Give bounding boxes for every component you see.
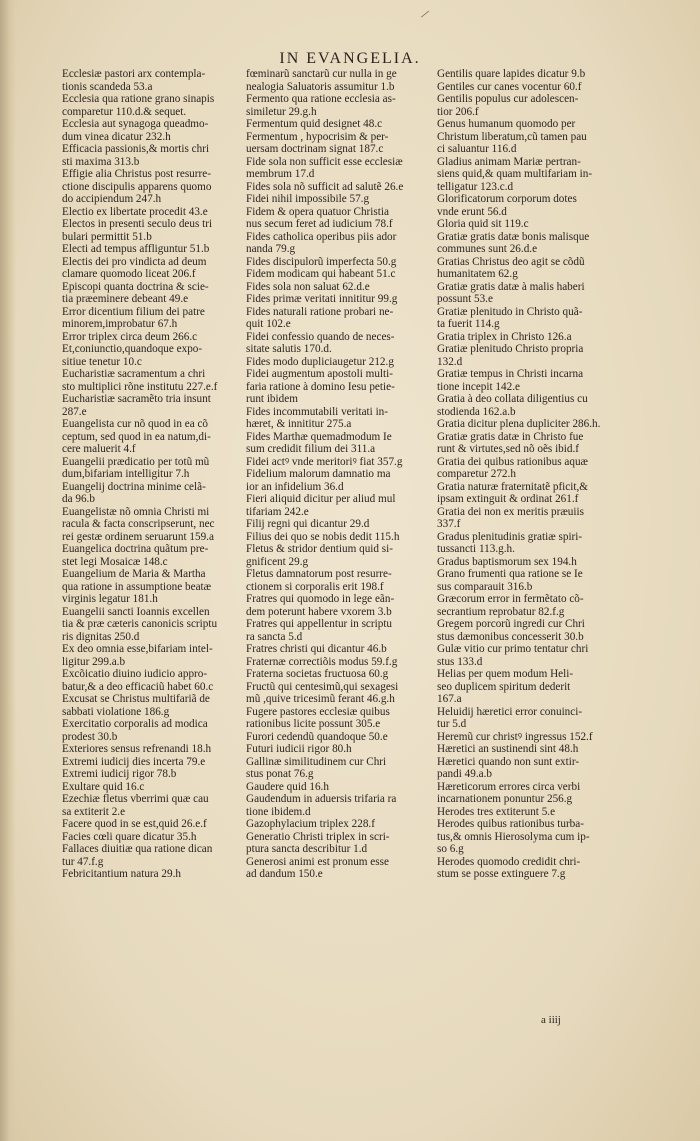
index-entry-line: hæret, & innititur 275.a xyxy=(246,418,352,430)
index-entry-line: Fides catholica operibus piis ador xyxy=(246,230,397,243)
index-entry-line: racula & facta conscripserunt, nec xyxy=(62,518,215,530)
index-entry-line: ceptum, sed quod in ea natum,di- xyxy=(62,430,211,443)
index-entry-line: runt & virtutes,sed nõ oẽs ibid.f xyxy=(437,443,580,455)
index-entry-line: Fraterna societas fructuosa 60.g xyxy=(246,668,389,680)
index-entry-line: Fletus damnatorum post resurre- xyxy=(246,568,392,580)
index-entry-line: bulari permittit 51.b xyxy=(62,230,152,243)
index-entry-line: Euangelii sancti Ioannis excellen xyxy=(62,605,210,618)
index-entry-line: sto multiplici rõne institutu 227.e.f xyxy=(62,380,218,393)
index-entry-line: Fides sola non saluat 62.d.e xyxy=(246,280,370,293)
index-entry-line: Fides sola nõ sufficit ad salutẽ 26.e xyxy=(246,180,404,193)
index-entry-line: 132.d xyxy=(437,355,463,368)
index-entry-line: Euangelium de Maria & Martha xyxy=(62,568,206,580)
index-entry-line: Euangelii prædicatio per totũ mũ xyxy=(62,455,210,468)
index-entry-line: quit 102.e xyxy=(246,318,291,330)
index-entry-line: Excõicatio diuino iudicio appro- xyxy=(62,668,208,680)
index-column-3 xyxy=(437,68,657,881)
binding-gutter xyxy=(0,0,16,1141)
index-entry-line: Furori cedendũ quandoque 50.e xyxy=(246,730,388,743)
index-entry-line: uersam doctrinam signat 187.c xyxy=(246,143,384,155)
index-entry-line: Gratiæ plenitudo in Christo quã- xyxy=(437,305,583,318)
corner-mark: ⁄ xyxy=(421,8,429,21)
index-entry-line: possunt 53.e xyxy=(437,293,493,305)
index-entry-line: faria ratione à domino Iesu petie- xyxy=(246,380,395,393)
index-entry-line: Gratias Christus deo agit se cõdũ xyxy=(437,255,585,268)
index-entry-line: Ex deo omnia esse,bifariam intel- xyxy=(62,643,213,655)
index-entry-line: Fallaces diuitiæ qua ratione dican xyxy=(62,843,213,855)
index-entry-line: fœminarũ sanctarũ cur nulla in ge xyxy=(246,68,397,80)
index-entry-line: Febricitantium natura 29.h xyxy=(62,868,181,880)
index-entry-line: Fidei nihil impossibile 57.g xyxy=(246,193,370,205)
index-entry-line: Herodes quibus rationibus turba- xyxy=(437,818,584,830)
index-entry-line: Excusat se Christus multifariã de xyxy=(62,693,210,705)
index-entry-line: communes sunt 26.d.e xyxy=(437,243,538,255)
index-entry-line: gnificent 29.g xyxy=(246,555,309,568)
index-entry-line: Fermentum quid designet 48.c xyxy=(246,118,383,130)
index-entry-line: Electio ex libertate procedit 43.e xyxy=(62,205,208,218)
index-entry-line: Gratiæ tempus in Christi incarna xyxy=(437,368,584,380)
index-entry-line: clamare quomodo liceat 206.f xyxy=(62,268,196,280)
index-entry-line: Extremi iudicij dies incerta 79.e xyxy=(62,755,206,768)
index-entry-line: ipsam extinguit & ordinat 261.f xyxy=(437,493,579,505)
index-entry-line: Eucharistiæ sacramẽto tria insunt xyxy=(62,393,211,405)
index-entry-line: Fides naturali ratione probari ne- xyxy=(246,305,394,318)
signature-mark: a iiij xyxy=(541,1014,561,1026)
index-entry-line: tifariam 242.e xyxy=(246,505,309,518)
index-entry-line: sum credidit filium dei 311.a xyxy=(246,443,376,455)
index-entry-line: Hæretici quando non sunt extir- xyxy=(437,755,580,768)
index-entry-line: Gratia à deo collata diligentius cu xyxy=(437,393,588,405)
index-entry-line: 287.e xyxy=(62,405,87,418)
index-entry-line: Electos in presenti seculo deus tri xyxy=(62,218,213,230)
index-entry-line: stet legi Mosaicæ 148.c xyxy=(62,555,168,568)
index-entry-line: humanitatem 62.g xyxy=(437,268,518,280)
index-entry-line: Fide sola non sufficit esse ecclesiæ xyxy=(246,155,403,168)
index-entry-line: Fratres qui appellentur in scriptu xyxy=(246,618,393,630)
index-entry-line: Gentilis populus cur adolescen- xyxy=(437,93,579,105)
index-entry-line: Gentilis quare lapides dicatur 9.b xyxy=(437,68,586,80)
index-entry-line: Exultare quid 16.c xyxy=(62,780,145,793)
index-entry-line: Fidei confessio quando de neces- xyxy=(246,330,395,343)
index-entry-line: sti maxima 313.b xyxy=(62,155,140,168)
index-entry-line: Facies cœli quare dicatur 35.h xyxy=(62,830,197,843)
index-entry-line: tia præeminere debeant 49.e xyxy=(62,293,189,305)
index-entry-line: ior an infidelium 36.d xyxy=(246,480,344,493)
index-entry-line: Filij regni qui dicantur 29.d xyxy=(246,518,370,530)
index-entry-line: sitiue tenetur 10.c xyxy=(62,355,142,368)
index-entry-line: qua ratione in assumptione beatæ xyxy=(62,580,212,593)
index-column-1 xyxy=(62,68,251,881)
index-entry-line: tussancti 113.g.h. xyxy=(437,543,515,555)
index-entry-line: Ezechiæ fletus vberrimi quæ cau xyxy=(62,793,209,805)
index-entry-line: so 6.g xyxy=(437,843,464,855)
index-entry-line: Gratia dei non ex meritis præuiis xyxy=(437,505,584,518)
index-entry-line: Gloria quid sit 119.c xyxy=(437,218,529,230)
index-entry-line: vnde erunt 56.d xyxy=(437,205,507,218)
index-entry-line: Ecclesia aut synagoga queadmo- xyxy=(62,118,209,130)
index-entry-line: Eucharistiæ sacramentum a chri xyxy=(62,368,206,380)
index-entry-line: Ecclesiæ pastori arx contempla- xyxy=(62,68,206,80)
index-entry-line: minorem,improbatur 67.h xyxy=(62,318,178,330)
index-entry-line: tior 206.f xyxy=(437,105,479,118)
index-entry-line: tus,& omnis Hierosolyma cum ip- xyxy=(437,830,590,843)
index-entry-line: cere maluerit 4.f xyxy=(62,443,136,455)
index-entry-line: Fidem modicam qui habeant 51.c xyxy=(246,268,396,280)
index-entry-line: pandi 49.a.b xyxy=(437,768,492,780)
index-entry-line: Hæreticorum errores circa verbi xyxy=(437,780,581,793)
index-entry-line: nealogia Saluatoris assumitur 1.b xyxy=(246,80,395,93)
index-entry-line: dem poterunt habere vxorem 3.b xyxy=(246,605,392,618)
index-entry-line: Effigie alia Christus post resurre- xyxy=(62,168,211,180)
index-entry-line: Et,coniunctio,quandoque expo- xyxy=(62,343,203,355)
index-entry-line: Fides Marthæ quemadmodum Ie xyxy=(246,430,392,443)
index-entry-line: Euangelista cur nõ quod in ea cõ xyxy=(62,418,209,430)
index-entry-line: ra sancta 5.d xyxy=(246,630,303,643)
index-entry-line: Gazophylacium triplex 228.f xyxy=(246,818,375,830)
index-entry-line: Fidem & opera quatuor Christia xyxy=(246,205,389,218)
index-entry-line: Fructũ qui centesimũ,qui sexagesi xyxy=(246,680,399,693)
index-entry-line: tione ibidem.d xyxy=(246,805,311,818)
index-entry-line: Efficacia passionis,& mortis chri xyxy=(62,143,210,155)
index-entry-line: Gradus baptismorum sex 194.h xyxy=(437,555,577,568)
index-entry-line: Fidelium malorum damnatio ma xyxy=(246,468,391,480)
index-entry-line: incarnationem ponuntur 256.g xyxy=(437,793,573,805)
index-entry-line: Gaudere quid 16.h xyxy=(246,780,329,793)
index-entry-line: Fugere pastores ecclesiæ quibus xyxy=(246,705,390,718)
index-entry-line: siens quid,& quam multifariam in- xyxy=(437,168,593,180)
index-entry-line: Fraternæ correctiõis modus 59.f.g xyxy=(246,655,398,668)
index-entry-line: sitate salutis 170.d. xyxy=(246,343,332,355)
index-entry-line: Gradus plenitudinis gratiæ spiri- xyxy=(437,530,583,543)
index-entry-line: Fides primæ veritati innititur 99.g xyxy=(246,293,398,305)
index-entry-line: Fermento qua ratione ecclesia as- xyxy=(246,93,396,105)
index-entry-line: secrantium reprobatur 82.f.g xyxy=(437,605,565,618)
index-entry-line: Grano frumenti qua ratione se Ie xyxy=(437,568,583,580)
index-entry-line: da 96.b xyxy=(62,493,95,505)
index-entry-line: Fides modo dupliciaugetur 212.g xyxy=(246,355,394,368)
index-entry-line: Facere quod in se est,quid 26.e.f xyxy=(62,818,207,830)
index-entry-line: Gregem porcorũ ingredi cur Chri xyxy=(437,618,585,630)
index-entry-line: Episcopi quanta doctrina & scie- xyxy=(62,280,209,293)
index-entry-line: Gratia dicitur plena dupliciter 286.h. xyxy=(437,418,601,430)
index-entry-line: Helias per quem modum Heli- xyxy=(437,668,574,680)
index-entry-line: rationibus licite possunt 305.e xyxy=(246,718,381,730)
index-entry-line: stus dæmonibus concesserit 30.b xyxy=(437,630,584,643)
index-entry-line: nus secum feret ad iudicium 78.f xyxy=(246,218,393,230)
index-entry-line: Gratiæ plenitudo Christo propria xyxy=(437,343,584,355)
index-entry-line: Gallinæ similitudinem cur Chri xyxy=(246,755,387,768)
index-entry-line: Heluidij hæretici error conuinci- xyxy=(437,705,583,718)
index-entry-line: Fermentum , hypocrisim & per- xyxy=(246,130,389,143)
index-entry-line: tionis scandeda 53.a xyxy=(62,80,153,93)
index-entry-line: Gratia naturæ fraternitatẽ pficit,& xyxy=(437,480,588,493)
index-entry-line: rei gestæ ordinem seruarunt 159.a xyxy=(62,530,214,543)
index-entry-line: ligitur 299.a.b xyxy=(62,655,126,668)
index-entry-line: ci saluantur 116.d xyxy=(437,143,517,155)
index-entry-line: Gratia triplex in Christo 126.a xyxy=(437,330,572,343)
index-entry-line: stus 133.d xyxy=(437,655,483,668)
index-entry-line: dum,bifariam intelligitur 7.h xyxy=(62,468,190,480)
index-entry-line: ctione discipulis apparens quomo xyxy=(62,180,212,193)
index-entry-line: comparetur 110.d.& sequet. xyxy=(62,105,187,118)
index-entry-line: Glorificatorum corporum dotes xyxy=(437,193,577,205)
index-entry-line: Gladius animam Mariæ pertran- xyxy=(437,155,581,168)
index-entry-line: Exercitatio corporalis ad modica xyxy=(62,718,208,730)
index-entry-line: Fieri aliquid dicitur per aliud mul xyxy=(246,493,396,505)
index-entry-line: Fletus & stridor dentium quid si- xyxy=(246,543,393,555)
index-entry-line: seo duplicem spiritum dederit xyxy=(437,680,571,693)
index-entry-line: Herodes tres extiterunt 5.e xyxy=(437,805,556,818)
index-entry-line: Euangelistæ nõ omnia Christi mi xyxy=(62,505,210,518)
index-entry-line: 337.f xyxy=(437,518,461,530)
index-entry-line: Gratiæ gratis datæ bonis malisque xyxy=(437,230,590,243)
index-entry-line: do accipiendum 247.h xyxy=(62,193,162,205)
index-entry-line: Gratiæ gratis datæ à malis haberi xyxy=(437,280,585,293)
index-entry-line: runt ibidem xyxy=(246,393,298,405)
index-entry-line: sabbati violatione 186.g xyxy=(62,705,170,718)
index-entry-line: Euangelij doctrina minime celã- xyxy=(62,480,206,493)
index-entry-line: Fides discipulorũ imperfecta 50.g xyxy=(246,255,397,268)
index-entry-line: nanda 79.g xyxy=(246,243,296,255)
index-entry-line: tione incepit 142.e xyxy=(437,380,520,393)
index-entry-line: Christum liberatum,cũ tamen pau xyxy=(437,130,587,143)
index-entry-line: Electi ad tempus affliguntur 51.b xyxy=(62,243,210,255)
index-entry-line: tur 47.f.g xyxy=(62,855,104,868)
index-entry-line: Gratia dei quibus rationibus aquæ xyxy=(437,455,589,468)
index-entry-line: stodienda 162.a.b xyxy=(437,405,516,418)
index-entry-line: virginis legatur 181.h xyxy=(62,593,158,605)
running-header: IN EVANGELIA. xyxy=(279,50,421,67)
index-entry-line: Euangelica doctrina quãtum pre- xyxy=(62,543,209,555)
index-entry-line: Græcorum error in fermẽtato cõ- xyxy=(437,593,584,605)
index-entry-line: stum se posse extinguere 7.g xyxy=(437,868,566,880)
index-entry-line: ris dignitas 250.d xyxy=(62,630,140,643)
index-entry-line: similetur 29.g.h xyxy=(246,105,317,118)
index-entry-line: prodest 30.b xyxy=(62,730,118,743)
index-entry-line: Fides incommutabili veritati in- xyxy=(246,405,388,418)
index-entry-line: Hæretici an sustinendi sint 48.h xyxy=(437,743,579,755)
index-entry-line: Ecclesia qua ratione grano sinapis xyxy=(62,93,215,105)
index-entry-line: Herodes quomodo credidit chri- xyxy=(437,855,581,868)
index-entry-line: stus ponat 76.g xyxy=(246,768,314,780)
index-entry-line: Futuri iudicii rigor 80.h xyxy=(246,743,352,755)
index-entry-line: Fratres qui quomodo in lege eãn- xyxy=(246,593,395,605)
index-entry-line: dum vinea dicatur 232.h xyxy=(62,130,171,143)
index-entry-line: 167.a xyxy=(437,693,462,705)
index-entry-line: sa extiterit 2.e xyxy=(62,805,126,818)
index-entry-line: Heremũ cur christꝰ ingressus 152.f xyxy=(437,730,593,743)
index-entry-line: Gratiæ gratis datæ in Christo fue xyxy=(437,430,584,443)
index-entry-line: ptura sancta describitur 1.d xyxy=(246,843,368,855)
index-entry-line: tia & præ cæteris canonicis scriptu xyxy=(62,618,218,630)
index-entry-line: Fratres christi qui dicantur 46.b xyxy=(246,643,387,655)
index-entry-line: tur 5.d xyxy=(437,718,467,730)
index-entry-line: sus comparauit 316.b xyxy=(437,580,533,593)
index-entry-line: batur,& a deo efficaciũ habet 60.c xyxy=(62,680,214,693)
index-entry-line: ad dandum 150.e xyxy=(246,868,323,880)
index-entry-line: Fidei actꝰ vnde meritoriꝰ fiat 357.g xyxy=(246,455,403,468)
index-entry-line: Error triplex circa deum 266.c xyxy=(62,330,198,343)
index-entry-line: Exteriores sensus refrenandi 18.h xyxy=(62,743,212,755)
index-entry-line: telligatur 123.c.d xyxy=(437,180,514,193)
index-entry-line: Generosi animi est pronum esse xyxy=(246,855,389,868)
index-entry-line: Electis dei pro vindicta ad deum xyxy=(62,255,207,268)
index-entry-line: Generatio Christi triplex in scri- xyxy=(246,830,390,843)
index-entry-line: Gaudendum in aduersis trifaria ra xyxy=(246,793,397,805)
index-entry-line: membrum 17.d xyxy=(246,168,315,180)
index-entry-line: comparetur 272.h xyxy=(437,468,516,480)
index-column-2 xyxy=(246,68,456,881)
index-entry-line: mũ ,quive tricesimũ ferant 46.g.h xyxy=(246,693,395,705)
index-entry-line: Filius dei quo se nobis dedit 115.h xyxy=(246,530,400,543)
index-entry-line: Error dicentium filium dei patre xyxy=(62,305,205,318)
index-entry-line: Gentiles cur canes vocentur 60.f xyxy=(437,80,582,93)
index-entry-line: Fidei augmentum apostoli multi- xyxy=(246,368,393,380)
index-entry-line: ctionem si corporalis erit 198.f xyxy=(246,580,384,593)
index-entry-line: Gulæ vitio cur primo tentatur chri xyxy=(437,643,589,655)
index-entry-line: Genus humanum quomodo per xyxy=(437,118,576,130)
index-entry-line: ta fuerit 114.g xyxy=(437,318,500,330)
index-entry-line: Extremi iudicij rigor 78.b xyxy=(62,768,177,780)
